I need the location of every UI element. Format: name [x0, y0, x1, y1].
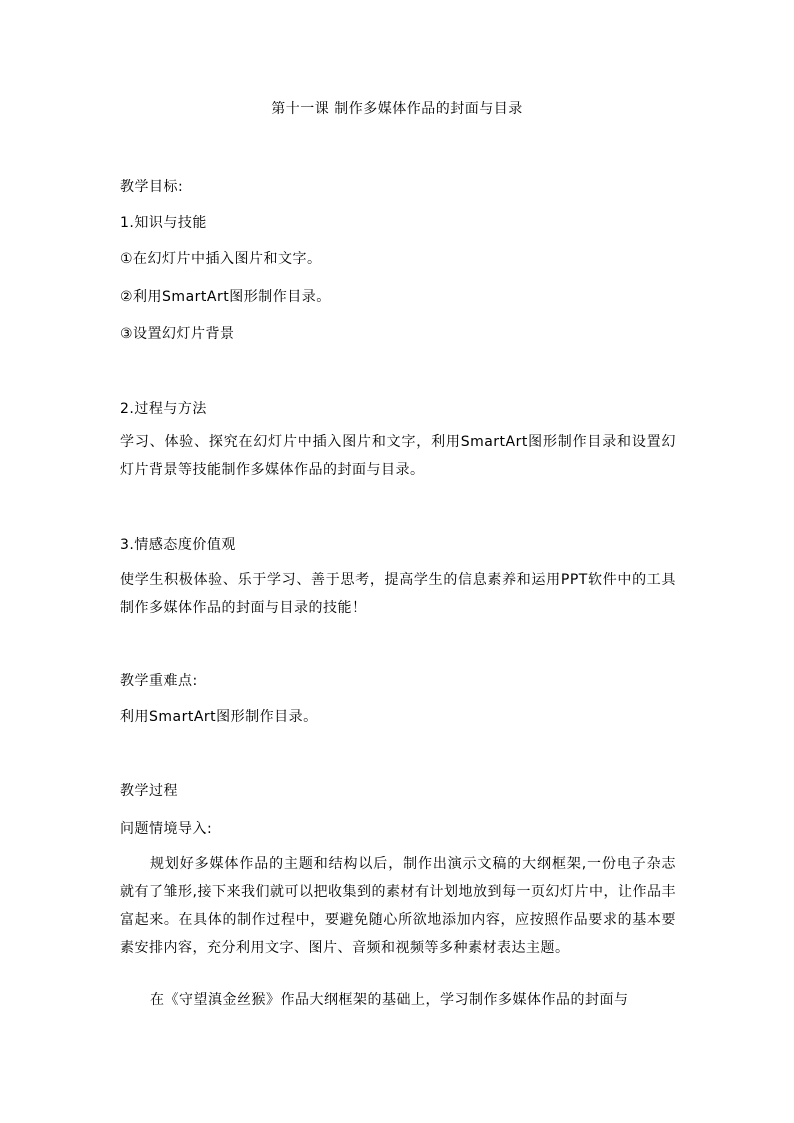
section1-heading: 1.知识与技能 — [120, 215, 207, 231]
objectives-heading: 教学目标: — [120, 179, 184, 195]
section1-item-2: ②利用SmartArt图形制作目录。 — [120, 289, 331, 305]
section1-item-1: ①在幻灯片中插入图片和文字。 — [120, 251, 322, 267]
process-paragraph-2: 在《守望滇金丝猴》作品大纲框架的基础上，学习制作多媒体作品的封面与 — [150, 992, 629, 1008]
process-paragraph-1: 规划好多媒体作品的主题和结构以后，制作出演示文稿的大纲框架,一份电子杂志就有了雏形,接下来我们就可以把收集到的素材有计划地放到每一页幻灯片中，让作品丰富起来。在具体的制作过程中，要避免随心所欲地添加内容，应按照作品要求的基本要素安排内容，充分利用文字、图片、音频和视频等多种素材表达主题。 — [120, 856, 676, 956]
process-heading: 教学过程 — [120, 783, 178, 799]
process-subheading: 问题情境导入: — [120, 821, 213, 837]
key-points-body: 利用SmartArt图形制作目录。 — [120, 709, 318, 725]
section1-item-3: ③设置幻灯片背景 — [120, 326, 235, 342]
section2-heading: 2.过程与方法 — [120, 401, 207, 417]
section3-heading: 3.情感态度价值观 — [120, 537, 236, 553]
section2-body: 学习、体验、探究在幻灯片中插入图片和文字，利用SmartArt图形制作目录和设置幻灯片背景等技能制作多媒体作品的封面与目录。 — [120, 434, 676, 478]
key-points-heading: 教学重难点: — [120, 673, 198, 689]
section3-body: 使学生积极体验、乐于学习、善于思考，提高学生的信息素养和运用PPT软件中的工具制作多媒体作品的封面与目录的技能！ — [120, 572, 676, 616]
document-title: 第十一课 制作多媒体作品的封面与目录 — [271, 101, 523, 117]
